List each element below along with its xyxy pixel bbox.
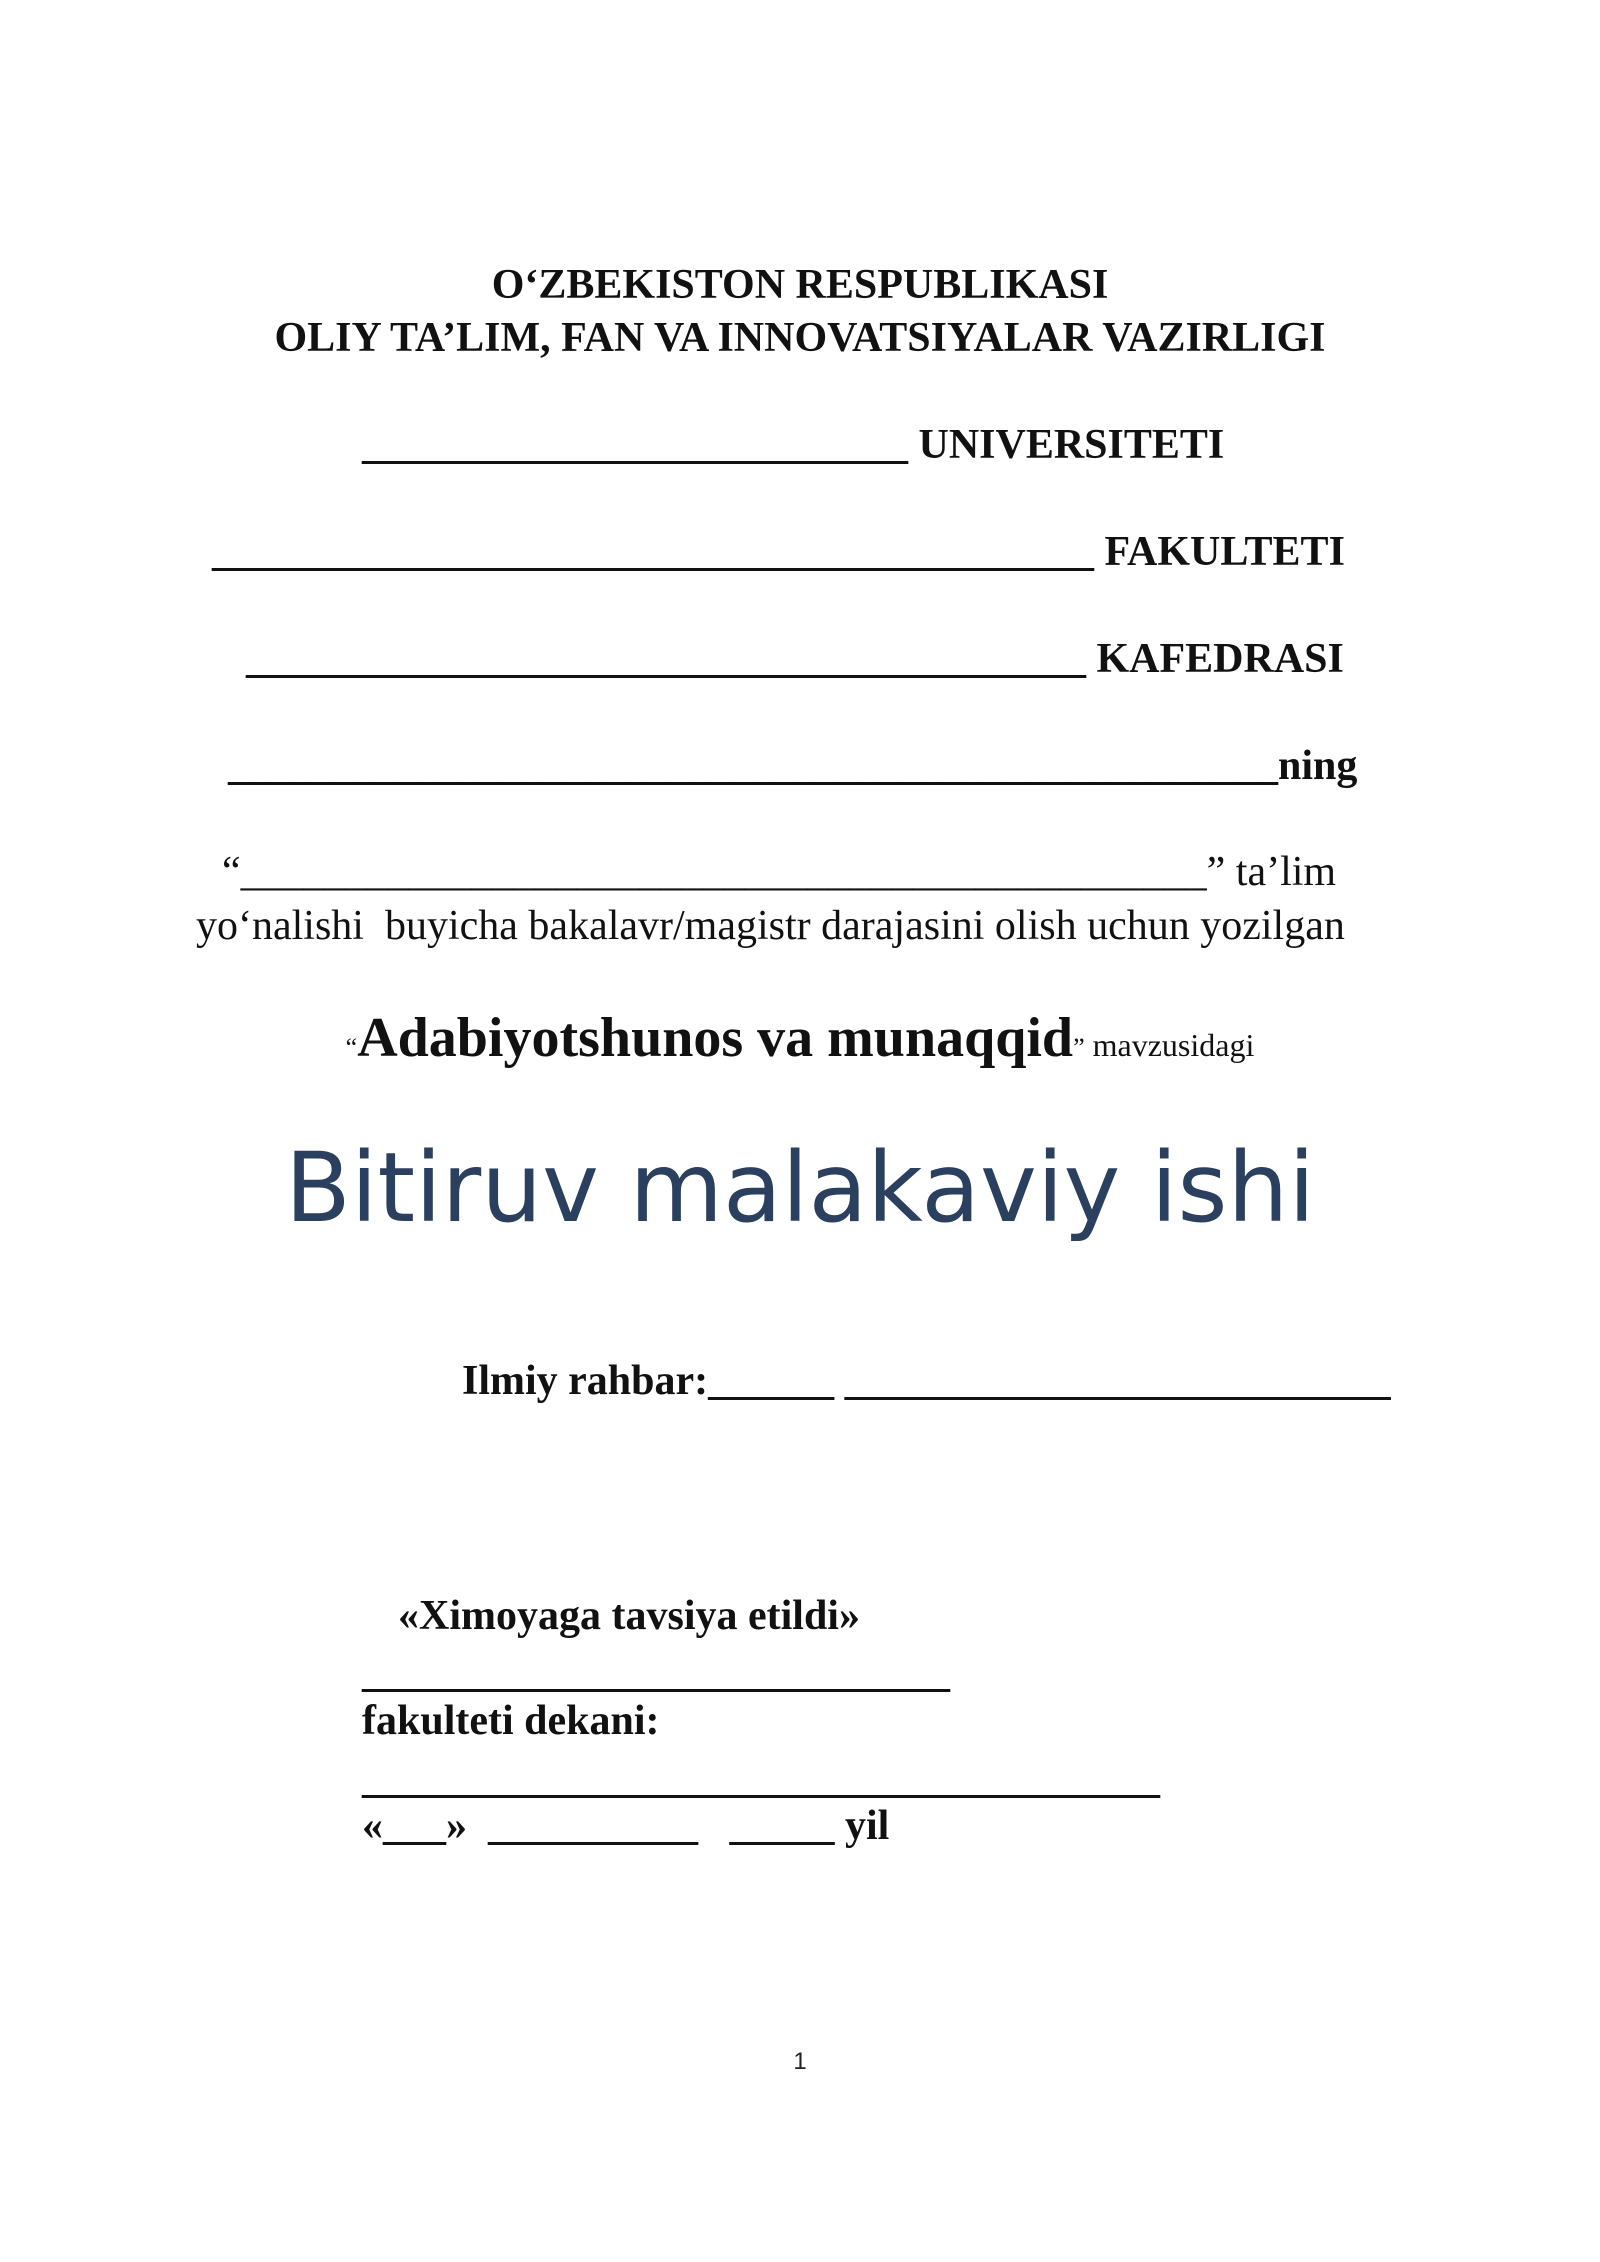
approval-heading: «Ximoyaga tavsiya etildi» [398,1593,860,1639]
education-direction-line: “______________________________________________” ta’lim [222,849,1337,895]
approval-blank-line: ____________________________ [362,1650,950,1696]
faculty-field: __________________________________________ FAKULTETI [212,529,1345,575]
dean-label: fakulteti dekani: [362,1698,660,1744]
supervisor-field: Ilmiy rahbar:______ __________________________ [462,1358,1391,1404]
page-number: 1 [793,2048,807,2075]
student-name-field: __________________________________________________ning [228,743,1358,789]
degree-purpose-line: yo‘nalishi buyicha bakalavr/magistr darajasini olish uchun yozilgan [196,903,1345,949]
university-field: __________________________ UNIVERSITETI [362,422,1225,468]
dean-signature-line: ______________________________________ [362,1756,1160,1802]
ministry-title: OLIY TA’LIM, FAN VA INNOVATSIYALAR VAZIRLIGI [274,315,1326,361]
department-field: ________________________________________ KAFEDRASI [246,636,1344,682]
thesis-topic [0,1007,1600,1069]
document-type-title: Bitiruv malakaviy ishi [284,1132,1316,1244]
topic-close-quote: ” [1073,1033,1085,1062]
topic-suffix: mavzusidagi [1084,1027,1255,1063]
topic-title: Adabiyotshunos va munaqqid [357,1007,1074,1069]
topic-open-quote: “ [345,1033,358,1062]
country-title: O‘ZBEKISTON RESPUBLIKASI [491,262,1109,308]
approval-date-line: «___» __________ _____ yil [362,1803,890,1849]
